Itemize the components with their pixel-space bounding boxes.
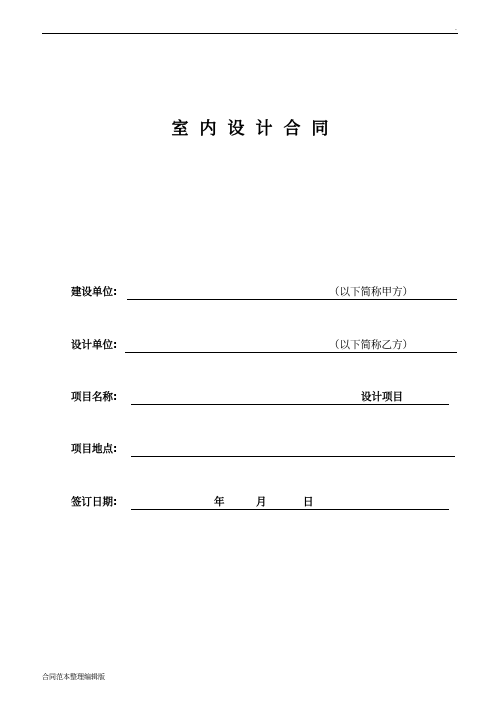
project-site-label: 项目地点: [71, 443, 118, 455]
sign-date-day: 日 [303, 496, 314, 508]
header-mark: · [455, 27, 457, 34]
builder-note: （以下简称甲方） [329, 286, 413, 298]
designer-field [71, 337, 461, 353]
project-name-field [71, 389, 461, 405]
header-rule [42, 33, 458, 34]
sign-date-underline [131, 509, 449, 510]
project-name-label: 项目名称: [71, 391, 118, 403]
sign-date-month: 月 [256, 496, 267, 508]
project-site-field [71, 441, 461, 457]
sign-date-year: 年 [214, 496, 225, 508]
builder-label: 建设单位: [71, 286, 118, 298]
footer-note: 合同范本整理编辑版 [42, 673, 105, 681]
project-name-note: 设计项目 [361, 391, 403, 403]
sign-date-label: 签订日期: [71, 496, 118, 508]
project-site-underline [131, 456, 455, 457]
builder-field [71, 284, 461, 300]
sign-date-field [71, 494, 461, 510]
designer-note: （以下简称乙方） [329, 339, 413, 351]
contract-title: 室内设计合同 [171, 119, 340, 139]
designer-label: 设计单位: [71, 339, 118, 351]
